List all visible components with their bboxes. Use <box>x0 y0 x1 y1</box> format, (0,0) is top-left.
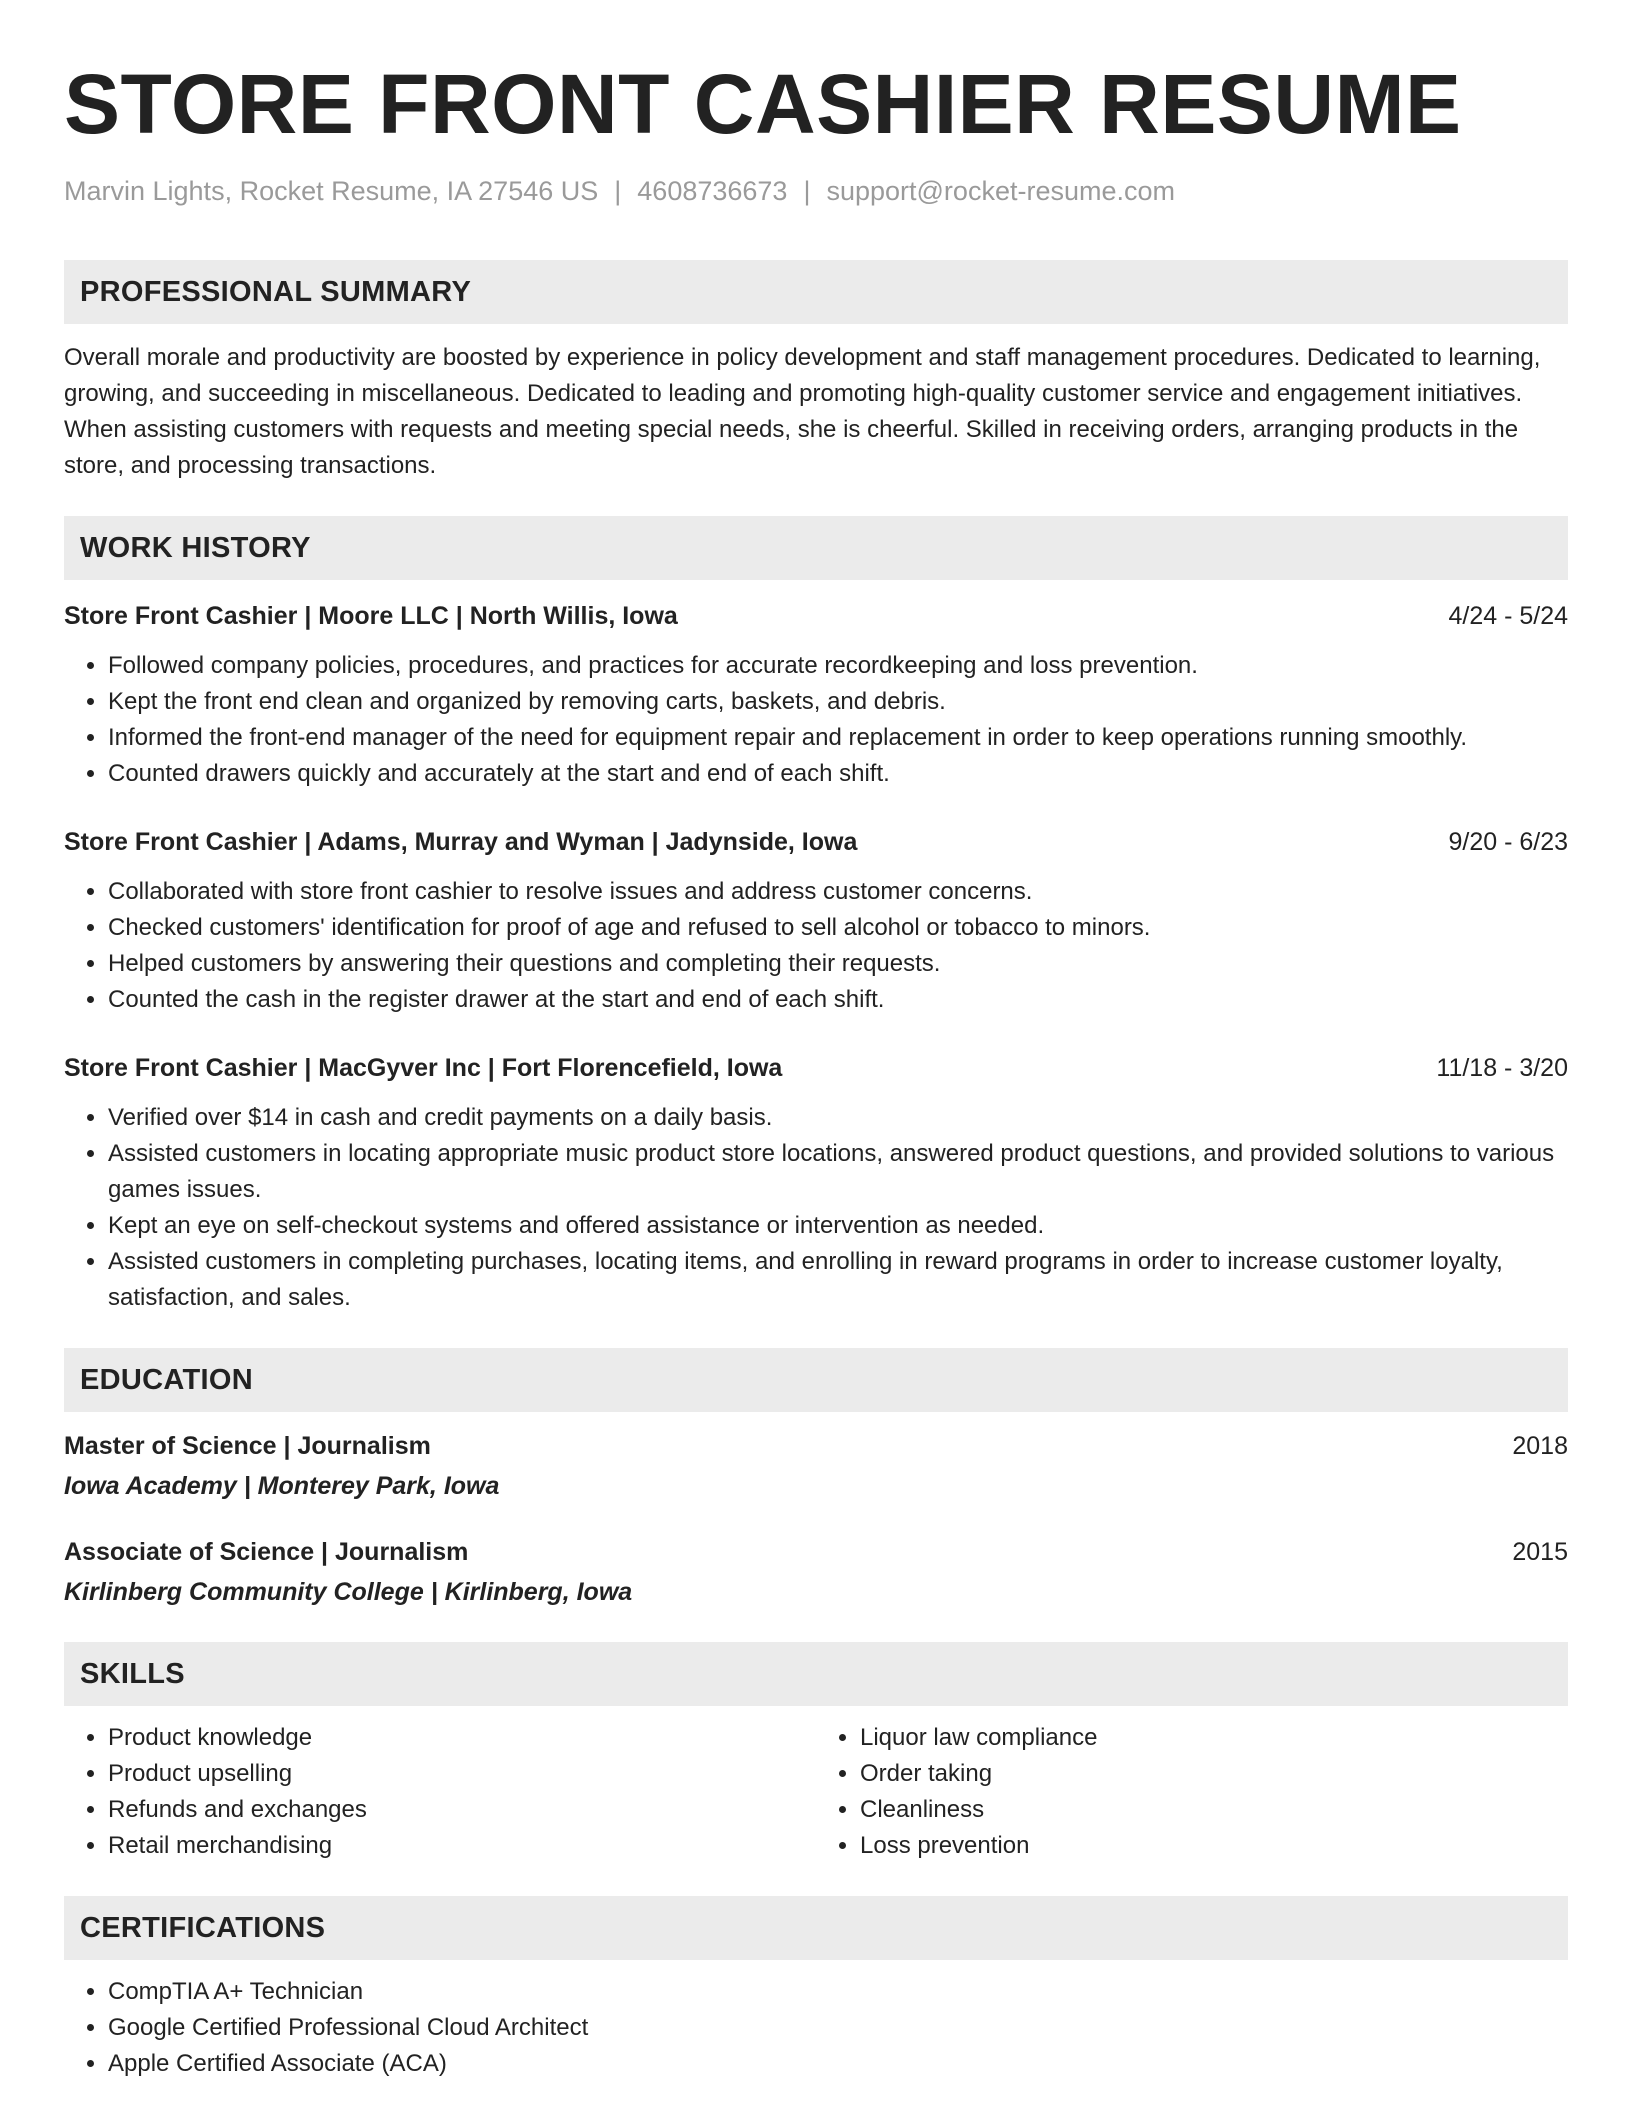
job-dates: 4/24 - 5/24 <box>1448 602 1568 630</box>
education-year: 2018 <box>1512 1432 1568 1460</box>
education-entry <box>64 1428 1568 1504</box>
skills-column-right <box>816 1720 1568 1864</box>
section-header-work-history: WORK HISTORY <box>64 516 1568 580</box>
job-bullet: • Verified over $14 in cash and credit payments on a daily basis. <box>108 1100 1568 1136</box>
job-bullet: • Informed the front-end manager of the need for equipment repair and replacement in order to keep operations running smoothly. <box>108 720 1568 756</box>
section-header-education: EDUCATION <box>64 1348 1568 1412</box>
skill-item: • Loss prevention <box>860 1828 1568 1864</box>
job-entry <box>64 1050 1568 1316</box>
skill-item: • Cleanliness <box>860 1792 1568 1828</box>
certifications-list <box>64 1974 1568 2082</box>
job-bullets <box>64 648 1568 792</box>
job-bullet: • Followed company policies, procedures, and practices for accurate recordkeeping and loss prevention. <box>108 648 1568 684</box>
summary-text: Overall morale and productivity are boosted by experience in policy development and staff management procedures. Dedicated to learning, growing, and succeeding in miscellaneous. Dedicated to leading and promoting high-quality customer service and engagement initiatives. When assisting customers with requests and meeting special needs, she is cheerful. Skilled in receiving orders, arranging products in the store, and processing transactions. <box>64 344 1541 479</box>
section-header-skills: SKILLS <box>64 1642 1568 1706</box>
job-bullet: • Assisted customers in completing purchases, locating items, and enrolling in reward programs in order to increase customer loyalty, satisfaction, and sales. <box>108 1244 1568 1316</box>
contact-separator: | <box>614 176 622 206</box>
skill-item: • Liquor law compliance <box>860 1720 1568 1756</box>
contact-address: Marvin Lights, Rocket Resume, IA 27546 US <box>64 176 599 206</box>
contact-email: support@rocket-resume.com <box>826 176 1175 206</box>
skill-item: • Refunds and exchanges <box>108 1792 816 1828</box>
education-entry <box>64 1534 1568 1610</box>
job-dates: 9/20 - 6/23 <box>1448 828 1568 856</box>
skill-item: • Product upselling <box>108 1756 816 1792</box>
job-title: Store Front Cashier | Moore LLC | North Willis, Iowa <box>64 602 678 630</box>
skill-item: • Retail merchandising <box>108 1828 816 1864</box>
job-bullet: • Kept the front end clean and organized by removing carts, baskets, and debris. <box>108 684 1568 720</box>
job-entry <box>64 824 1568 1018</box>
section-header-summary: PROFESSIONAL SUMMARY <box>64 260 1568 324</box>
job-bullet: • Collaborated with store front cashier to resolve issues and address customer concerns. <box>108 874 1568 910</box>
resume-title: STORE FRONT CASHIER RESUME <box>64 57 1462 151</box>
job-dates: 11/18 - 3/20 <box>1436 1054 1568 1082</box>
job-title: Store Front Cashier | MacGyver Inc | Fort Florencefield, Iowa <box>64 1054 783 1082</box>
skill-item: • Order taking <box>860 1756 1568 1792</box>
certification-item: • Apple Certified Associate (ACA) <box>108 2046 1568 2082</box>
education-year: 2015 <box>1512 1538 1568 1566</box>
contact-phone: 4608736673 <box>637 176 788 206</box>
job-bullet: • Helped customers by answering their questions and completing their requests. <box>108 946 1568 982</box>
contact-separator: | <box>803 176 811 206</box>
skill-item: • Product knowledge <box>108 1720 816 1756</box>
contact-line <box>64 174 1568 208</box>
section-header-certifications: CERTIFICATIONS <box>64 1896 1568 1960</box>
education-degree: Master of Science | Journalism <box>64 1432 431 1460</box>
skills-column-left <box>64 1720 816 1864</box>
job-bullet: • Assisted customers in locating appropriate music product store locations, answered product questions, and provided solutions to various games issues. <box>108 1136 1568 1208</box>
job-bullet: • Counted drawers quickly and accurately at the start and end of each shift. <box>108 756 1568 792</box>
education-school: Iowa Academy | Monterey Park, Iowa <box>64 1472 500 1500</box>
job-title: Store Front Cashier | Adams, Murray and Wyman | Jadynside, Iowa <box>64 828 858 856</box>
job-entry <box>64 598 1568 792</box>
job-bullet: • Checked customers' identification for proof of age and refused to sell alcohol or tobacco to minors. <box>108 910 1568 946</box>
job-bullets <box>64 874 1568 1018</box>
education-school: Kirlinberg Community College | Kirlinberg, Iowa <box>64 1578 633 1606</box>
education-degree: Associate of Science | Journalism <box>64 1538 469 1566</box>
job-bullet: • Counted the cash in the register drawer at the start and end of each shift. <box>108 982 1568 1018</box>
certification-item: • Google Certified Professional Cloud Architect <box>108 2010 1568 2046</box>
job-bullet: • Kept an eye on self-checkout systems and offered assistance or intervention as needed. <box>108 1208 1568 1244</box>
job-bullets <box>64 1100 1568 1316</box>
certification-item: • CompTIA A+ Technician <box>108 1974 1568 2010</box>
skills-list <box>64 1720 1568 1864</box>
